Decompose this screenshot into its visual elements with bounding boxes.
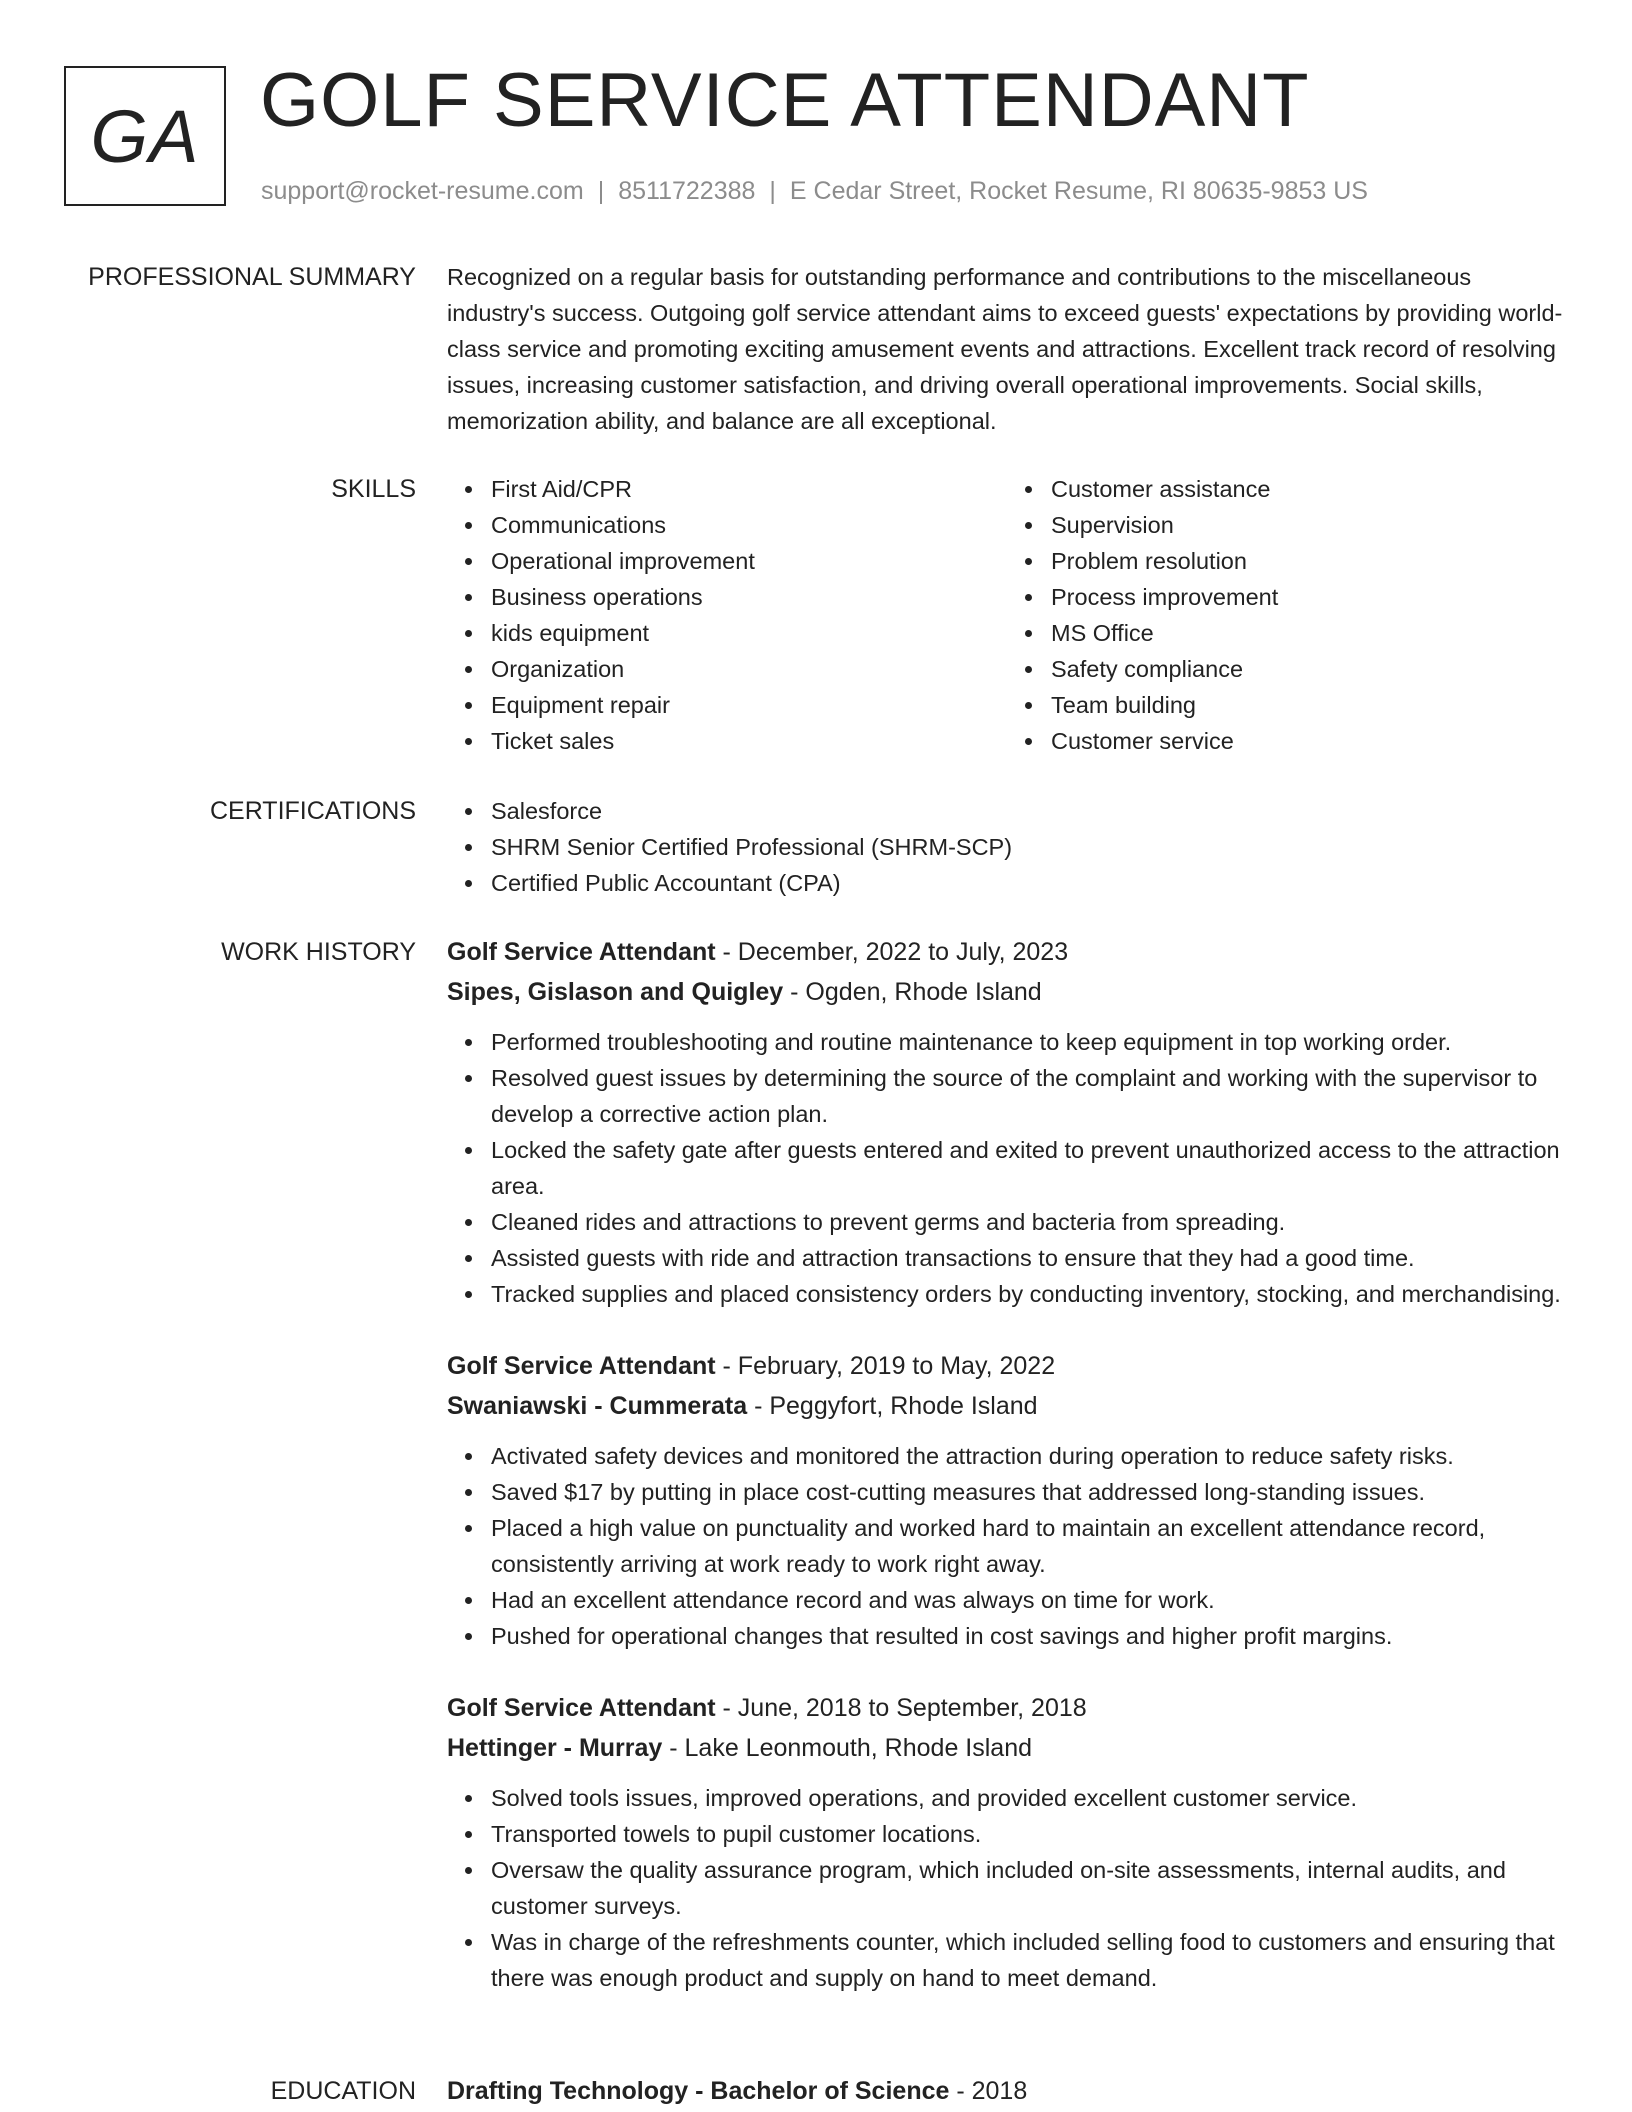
job-company-line: [447, 1728, 1567, 1768]
skill-item: Operational improvement: [491, 543, 1007, 579]
job-company: Hettinger - Murray: [447, 1734, 663, 1762]
contact-line: [261, 174, 1368, 208]
certifications-list: [447, 793, 1567, 901]
contact-separator: |: [597, 177, 605, 205]
skill-item: Process improvement: [1051, 579, 1567, 615]
job-title-line: [447, 1346, 1567, 1386]
job-entry: [447, 1688, 1567, 1996]
job-bullet: Tracked supplies and placed consistency orders by conducting inventory, stocking, and merchandising.: [491, 1276, 1567, 1312]
job-title-line: [447, 932, 1567, 972]
job-entry: [447, 932, 1567, 1312]
job-bullet: Saved $17 by putting in place cost-cutting measures that addressed long-standing issues.: [491, 1474, 1567, 1510]
job-company: Swaniawski - Cummerata: [447, 1392, 748, 1420]
job-bullet: Placed a high value on punctuality and worked hard to maintain an excellent attendance record, consistently arriving at work ready to work right away.: [491, 1510, 1567, 1582]
job-bullet: Solved tools issues, improved operations, and provided excellent customer service.: [491, 1780, 1567, 1816]
skill-item: Equipment repair: [491, 687, 1007, 723]
job-title: Golf Service Attendant: [447, 1694, 716, 1722]
skill-item: Safety compliance: [1051, 651, 1567, 687]
job-bullet-list: [447, 1438, 1567, 1654]
education-body: [447, 2071, 1567, 2111]
skills-list-right: [1007, 471, 1567, 759]
skill-item: Customer service: [1051, 723, 1567, 759]
job-title: Golf Service Attendant: [447, 938, 716, 966]
skills-body: [447, 471, 1567, 759]
job-bullet: Locked the safety gate after guests entered and exited to prevent unauthorized access to the attraction area.: [491, 1132, 1567, 1204]
job-title-line: [447, 1688, 1567, 1728]
skill-item: Communications: [491, 507, 1007, 543]
certification-item: Certified Public Accountant (CPA): [491, 865, 1567, 901]
skill-item: Organization: [491, 651, 1007, 687]
certification-item: Salesforce: [491, 793, 1567, 829]
job-dates: - June, 2018 to September, 2018: [715, 1694, 1087, 1722]
skill-item: kids equipment: [491, 615, 1007, 651]
monogram-initials: GA: [90, 94, 200, 178]
job-location: - Lake Leonmouth, Rhode Island: [662, 1734, 1033, 1762]
job-company-line: [447, 1386, 1567, 1426]
skill-item: Team building: [1051, 687, 1567, 723]
contact-email[interactable]: support@rocket-resume.com: [261, 177, 584, 205]
contact-address: E Cedar Street, Rocket Resume, RI 80635-9853 US: [789, 177, 1368, 205]
skill-item: MS Office: [1051, 615, 1567, 651]
education-entry: [447, 2071, 1567, 2111]
job-company-line: [447, 972, 1567, 1012]
job-bullet: Resolved guest issues by determining the source of the complaint and working with the supervisor to develop a corrective action plan.: [491, 1060, 1567, 1132]
job-bullet: Activated safety devices and monitored the attraction during operation to reduce safety risks.: [491, 1438, 1567, 1474]
job-bullet: Pushed for operational changes that resulted in cost savings and higher profit margins.: [491, 1618, 1567, 1654]
certification-item: SHRM Senior Certified Professional (SHRM-SCP): [491, 829, 1567, 865]
job-title: Golf Service Attendant: [447, 1352, 716, 1380]
job-bullet: Had an excellent attendance record and was always on time for work.: [491, 1582, 1567, 1618]
job-location: - Peggyfort, Rhode Island: [747, 1392, 1038, 1420]
education-year: - 2018: [949, 2077, 1028, 2105]
job-location: - Ogden, Rhode Island: [783, 978, 1042, 1006]
skill-item: First Aid/CPR: [491, 471, 1007, 507]
section-label-certifications: CERTIFICATIONS: [209, 797, 416, 825]
skill-item: Ticket sales: [491, 723, 1007, 759]
section-label-work-history: WORK HISTORY: [221, 938, 416, 966]
job-dates: - February, 2019 to May, 2022: [715, 1352, 1056, 1380]
job-company: Sipes, Gislason and Quigley: [447, 978, 784, 1006]
monogram-box: [64, 66, 226, 206]
job-bullet: Performed troubleshooting and routine maintenance to keep equipment in top working order.: [491, 1024, 1567, 1060]
skill-item: Problem resolution: [1051, 543, 1567, 579]
skill-item: Business operations: [491, 579, 1007, 615]
job-entry: [447, 1346, 1567, 1654]
resume-title: GOLF SERVICE ATTENDANT: [260, 58, 1310, 143]
job-bullet: Oversaw the quality assurance program, which included on-site assessments, internal audits, and customer surveys.: [491, 1852, 1567, 1924]
skills-list-left: [447, 471, 1007, 759]
education-degree: Drafting Technology - Bachelor of Science: [447, 2077, 950, 2105]
contact-phone[interactable]: 8511722388: [618, 177, 756, 205]
certifications-body: [447, 793, 1567, 901]
work-history-body: [447, 932, 1567, 2030]
contact-separator: |: [769, 177, 776, 205]
skill-item: Supervision: [1051, 507, 1567, 543]
job-bullet-list: [447, 1024, 1567, 1312]
job-bullet-list: [447, 1780, 1567, 1996]
job-bullet: Assisted guests with ride and attraction transactions to ensure that they had a good time.: [491, 1240, 1567, 1276]
section-label-skills: SKILLS: [331, 475, 416, 503]
skill-item: Customer assistance: [1051, 471, 1567, 507]
job-bullet: Cleaned rides and attractions to prevent germs and bacteria from spreading.: [491, 1204, 1567, 1240]
job-bullet: Was in charge of the refreshments counter, which included selling food to customers and ensuring that there was enough product and supply on hand to meet demand.: [491, 1924, 1567, 1996]
job-dates: - December, 2022 to July, 2023: [715, 938, 1069, 966]
section-label-summary: PROFESSIONAL SUMMARY: [88, 263, 416, 291]
summary-text: Recognized on a regular basis for outstanding performance and contributions to the miscellaneous industry's success. Outgoing golf service attendant aims to exceed guests' expectations by providing world-class service and promoting exciting amusement events and attractions. Excellent track record of resolving issues, increasing customer satisfaction, and driving overall operational improvements. Social skills, memorization ability, and balance are all exceptional.: [447, 264, 1563, 434]
job-bullet: Transported towels to pupil customer locations.: [491, 1816, 1567, 1852]
section-label-education: EDUCATION: [270, 2077, 416, 2105]
